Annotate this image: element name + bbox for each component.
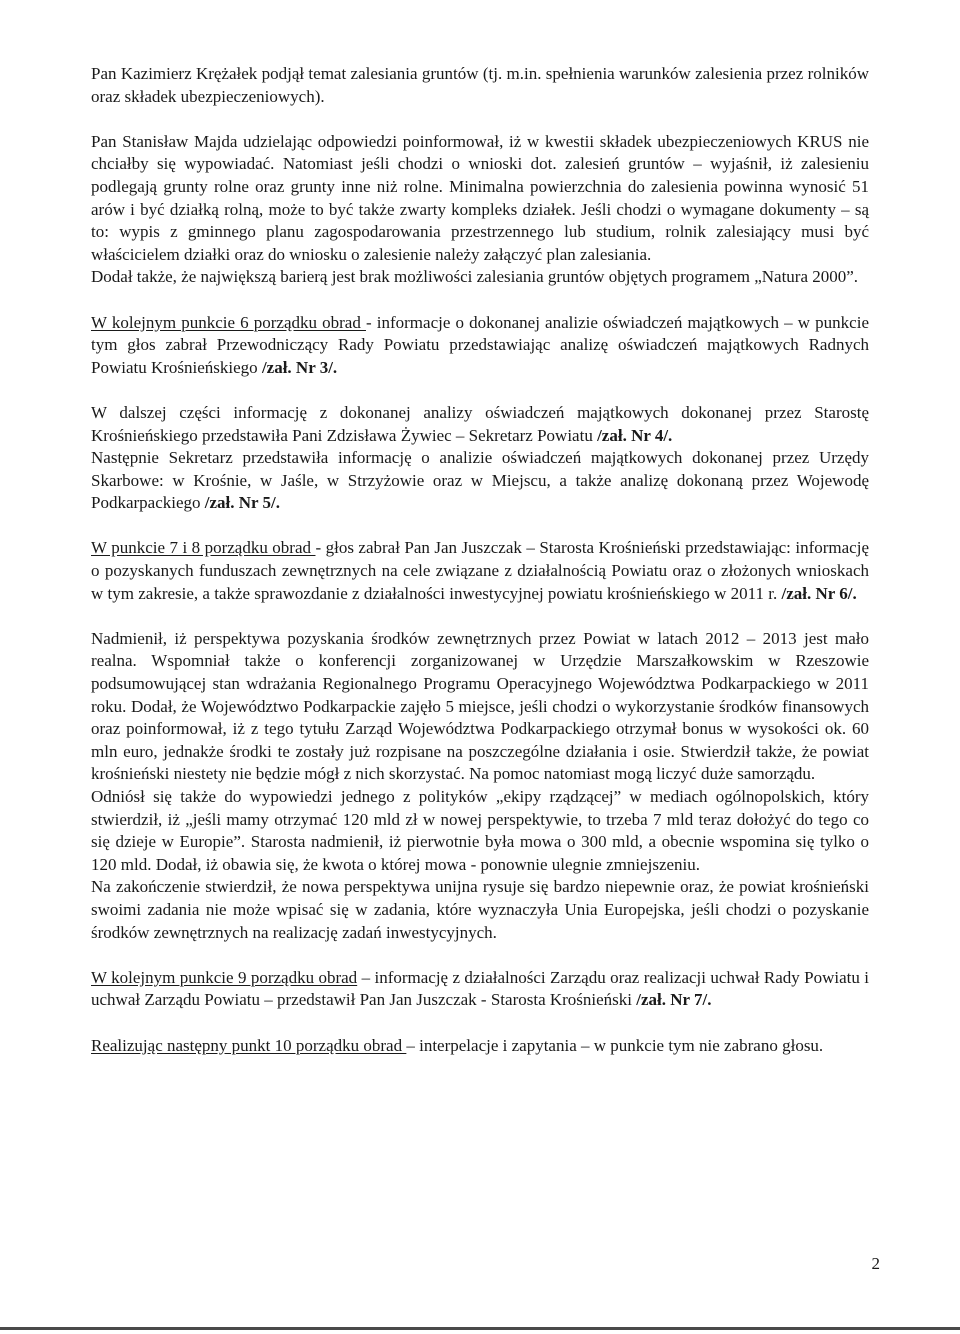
agenda-point-heading: W kolejnym punkcie 6 porządku obrad xyxy=(91,312,366,332)
paragraph xyxy=(91,537,869,605)
agenda-point-heading: W kolejnym punkcie 9 porządku obrad xyxy=(91,967,358,987)
text-segment: Następnie Sekretarz przedstawiła informację o analizie oświadczeń majątkowych dokonanej przez Urzędy Skarbowe: w Krośnie, w Jaśle, w Strzyżowie oraz w Miejscu, a także analizę dokonaną przez Wojewodę Podkarpackiego xyxy=(91,448,869,513)
attachment-reference: /zał. Nr 6/. xyxy=(781,583,857,603)
text-segment: – interpelacje i zapytania – w punkcie tym nie zabrano głosu. xyxy=(406,1035,824,1055)
text-segment: - głos zabrał Pan Jan Juszczak – Starosta Krośnieński przedstawiając: informację o pozyskanych funduszach zewnętrznych na cele związane z działalnością Powiatu oraz o złożonych wnioskach w tym zakresie, a także sprawozdanie z działalności inwestycyjnej powiatu krośnieńskiego w 2011 r. xyxy=(91,538,869,603)
text-segment: Na zakończenie stwierdził, że nowa perspektywa unijna rysuje się bardzo niepewnie oraz, że powiat krośnieński swoimi zadania nie może wpisać się w zadania, które wyznaczyła Unia Europejska, jeśli chodzi o pozyskanie środków zewnętrznych na realizację zadań inwestycyjnych. xyxy=(91,877,869,942)
paragraph xyxy=(91,266,869,289)
attachment-reference: /zał. Nr 4/. xyxy=(597,425,673,445)
text-segment: W dalszej części informację z dokonanej analizy oświadczeń majątkowych dokonanej przez Starostę Krośnieńskiego przedstawiła Pani Zdzisława Żywiec – Sekretarz Powiatu xyxy=(91,402,869,445)
text-segment: Nadmienił, iż perspektywa pozyskania środków zewnętrznych przez Powiat w latach 2012 – 2013 jest mało realna. Wspomniał także o konferencji zorganizowanej w Urzędzie Marszałkowskim w Rzeszowie podsumowującej stan wdrażania Regionalnego Programu Operacyjnego Województwa Podkarpackiego w 2011 roku. Dodał, że Województwo Podkarpackie zajęło 5 miejsce, jeśli chodzi o wykorzystanie środków finansowych oraz poinformował, iż z tego tytułu Zarząd Województwa Podkarpackiego otrzymał bonus w wysokości ok. 60 mln euro, jednakże środki te zostały już rozpisane na poszczególne działania i osie. Stwierdził także, że powiat krośnieński niestety nie będzie mógł z nich skorzystać. Na pomoc natomiast mogą liczyć duże samorządu. xyxy=(91,628,869,784)
paragraph xyxy=(91,131,869,267)
paragraph xyxy=(91,1035,869,1058)
paragraph xyxy=(91,786,869,876)
text-segment: Pan Stanisław Majda udzielając odpowiedzi poinformował, iż w kwestii składek ubezpieczeniowych KRUS nie chciałby się wypowiadać. Natomiast jeśli chodzi o wnioski dot. zalesień gruntów – wyjaśnił, iż zalesieniu podlegają grunty rolne oraz grunty inne niż rolne. Minimalna powierzchnia do zalesienia powinna wynosić 51 arów i być działką rolną, może to być także zwarty kompleks działek. Jeśli chodzi o wymagane dokumenty – są to: wypis z gminnego planu zagospodarowania przestrzennego lub studium, rolnik zalesiający musi być właścicielem działki oraz do wniosku o zalesienie należy załączyć plan zalesiania. xyxy=(91,131,869,264)
paragraph xyxy=(91,447,869,515)
paragraph xyxy=(91,402,869,447)
document-body xyxy=(91,63,869,1057)
text-segment: - informacje o dokonanej analizie oświadczeń majątkowych – w punkcie tym głos zabrał Przewodniczący Rady Powiatu przedstawiając analizę oświadczeń majątkowych Radnych Powiatu Krośnieńskiego xyxy=(91,312,869,377)
page-number: 2 xyxy=(871,1254,880,1273)
text-segment: Dodał także, że największą barierą jest brak możliwości zalesiania gruntów objętych programem „Natura 2000”. xyxy=(91,267,859,287)
paragraph xyxy=(91,628,869,786)
agenda-point-heading: Realizując następny punkt 10 porządku obrad xyxy=(91,1035,407,1055)
attachment-reference: /zał. Nr 5/. xyxy=(204,493,281,513)
paragraph xyxy=(91,876,869,944)
attachment-reference: /zał. Nr 7/. xyxy=(636,990,712,1010)
paragraph xyxy=(91,312,869,380)
paragraph-list xyxy=(91,63,869,1057)
page-bottom-rule xyxy=(0,1327,960,1330)
text-segment: Odniósł się także do wypowiedzi jednego z polityków „ekipy rządzącej” w mediach ogólnopolskich, który stwierdził, iż „jeśli mamy otrzymać 120 mld zł w nowej perspektywie, to trzeba 7 mld teraz dołożyć do tego co się dzieje w Europie”. Starosta nadmienił, iż pierwotnie była mowa o 300 mld, a obecnie wspomina się tylko o 120 mld. Dodał, iż obawia się, że kwota o której mowa - ponownie ulegnie zmniejszeniu. xyxy=(91,787,869,874)
paragraph xyxy=(91,63,869,108)
agenda-point-heading: W punkcie 7 i 8 porządku obrad xyxy=(91,538,316,558)
paragraph xyxy=(91,967,869,1012)
text-segment: Pan Kazimierz Krężałek podjął temat zalesiania gruntów (tj. m.in. spełnienia warunków zalesienia przez rolników oraz składek ubezpieczeniowych). xyxy=(91,64,869,106)
text-segment: – informację z działalności Zarządu oraz realizacji uchwał Rady Powiatu i uchwał Zarządu Powiatu – przedstawił Pan Jan Juszczak - Starosta Krośnieński xyxy=(91,967,869,1010)
attachment-reference: /zał. Nr 3/. xyxy=(261,357,338,377)
